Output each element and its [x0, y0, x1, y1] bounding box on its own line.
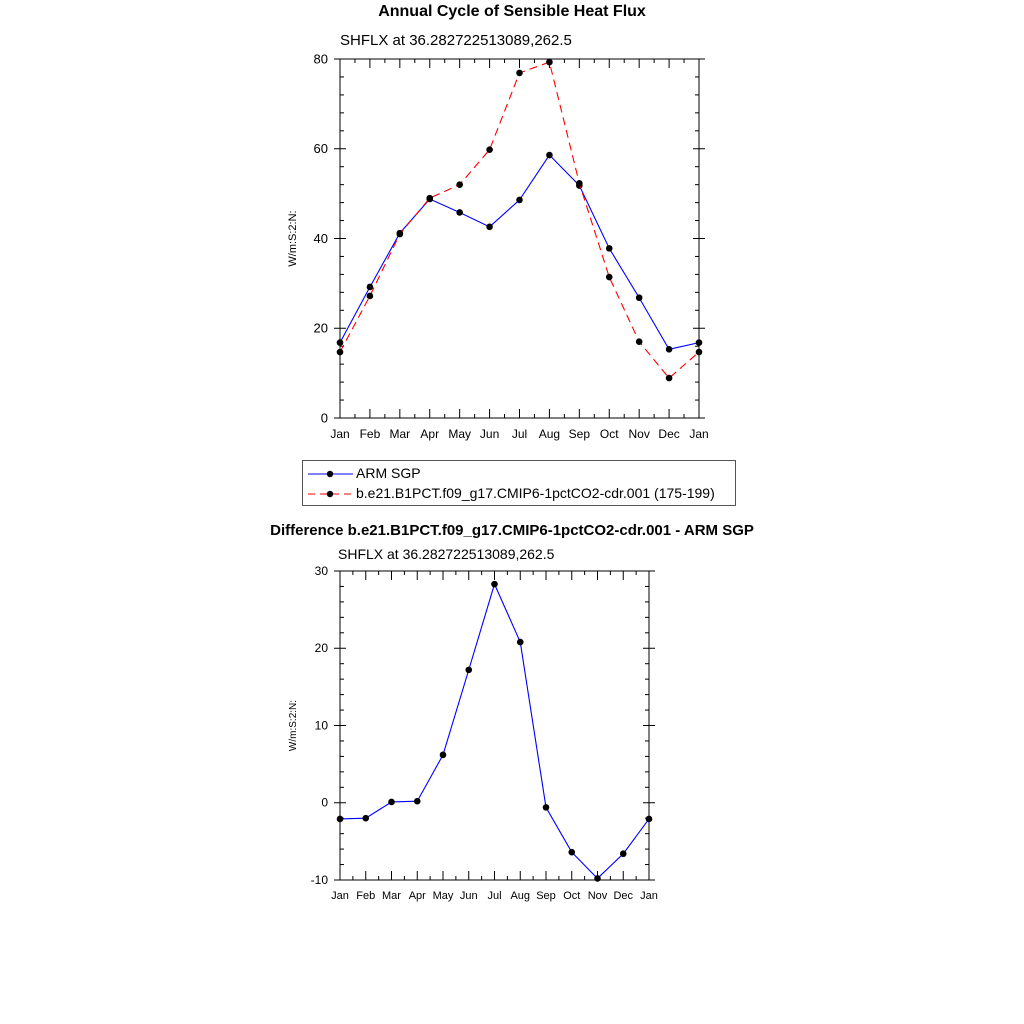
chart2-x-tick-label: Jul — [487, 890, 502, 902]
chart2-y-tick-label: -10 — [310, 872, 328, 887]
chart2-x-tick-label: Jan — [331, 890, 349, 902]
chart2-y-tick-label: 0 — [321, 795, 328, 810]
chart1-x-tick-label: Jun — [479, 427, 500, 441]
chart2-series-0-point — [491, 581, 498, 588]
chart2-y-tick-label: 30 — [314, 563, 328, 578]
chart2-series-0-point — [620, 850, 627, 857]
chart1-x-tick-label: May — [448, 427, 472, 441]
chart2-series-0-point — [414, 798, 421, 805]
legend-label-model: b.e21.B1PCT.f09_g17.CMIP6-1pctCO2-cdr.001 (175-199) — [356, 485, 715, 501]
chart2-x-tick-label: Oct — [563, 890, 581, 902]
chart2-series-0-point — [465, 667, 472, 674]
chart1-x-tick-label: Jul — [511, 427, 528, 441]
chart2-x-tick-label: Mar — [382, 890, 401, 902]
chart2-title: Difference b.e21.B1PCT.f09_g17.CMIP6-1pctCO2-cdr.001 - ARM SGP — [270, 522, 754, 539]
chart1-x-tick-label: Nov — [628, 427, 650, 441]
chart1-y-tick-label: 40 — [313, 230, 328, 246]
chart2-series-0-point — [388, 799, 395, 806]
chart1-x-tick-label: Apr — [420, 427, 440, 441]
chart1-x-tick-label: Jan — [689, 427, 709, 441]
chart1-y-tick-label: 60 — [313, 141, 328, 157]
chart2-x-tick-label: Aug — [510, 890, 531, 902]
chart2-x-tick-label: Feb — [356, 890, 376, 902]
chart1-subtitle: SHFLX at 36.282722513089,262.5 — [340, 32, 572, 49]
chart2-x-tick-label: Nov — [587, 890, 608, 902]
legend-label-arm-sgp: ARM SGP — [356, 465, 421, 481]
chart2-series-0-point — [543, 804, 550, 811]
chart2-series-0-point — [440, 752, 447, 759]
chart2-x-tick-label: Apr — [408, 890, 426, 902]
chart2-x-tick-label: Jun — [459, 890, 478, 902]
chart2-y-tick-label: 10 — [314, 718, 328, 733]
chart1-x-tick-label: Dec — [658, 427, 680, 441]
chart1-title: Annual Cycle of Sensible Heat Flux — [378, 3, 646, 20]
chart2-series-0-line — [340, 584, 649, 878]
chart1-x-tick-label: Jan — [330, 427, 350, 441]
chart2-plot-frame — [340, 571, 649, 880]
chart1-y-tick-label: 80 — [313, 51, 328, 67]
chart2-y-axis-label: W/m:S:2:N: — [288, 699, 299, 752]
chart2-x-tick-label: Dec — [613, 890, 634, 902]
chart1-x-tick-label: Aug — [538, 427, 561, 441]
chart2-series-0-point — [517, 639, 524, 646]
chart1-x-tick-label: Oct — [599, 427, 619, 441]
chart1-x-tick-label: Sep — [568, 427, 591, 441]
chart1-x-tick-label: Mar — [389, 427, 411, 441]
chart2-y-tick-label: 20 — [314, 641, 328, 656]
chart1-y-tick-label: 20 — [313, 320, 328, 336]
chart2-series-0-point — [362, 815, 369, 822]
chart2-series-0-point — [568, 849, 575, 856]
chart2-series-0-point — [337, 816, 344, 823]
chart2-x-tick-label: May — [432, 890, 454, 902]
chart2-series-0-point — [594, 875, 601, 882]
chart1-y-tick-label: 0 — [320, 410, 328, 426]
chart2-subtitle: SHFLX at 36.282722513089,262.5 — [338, 546, 555, 562]
chart2-series-0-point — [646, 816, 653, 823]
chart2-x-tick-label: Sep — [536, 890, 556, 902]
chart1-x-tick-label: Feb — [359, 427, 381, 441]
chart2-x-tick-label: Jan — [640, 890, 658, 902]
chart1-y-axis-label: W/m:S:2:N: — [287, 210, 299, 267]
